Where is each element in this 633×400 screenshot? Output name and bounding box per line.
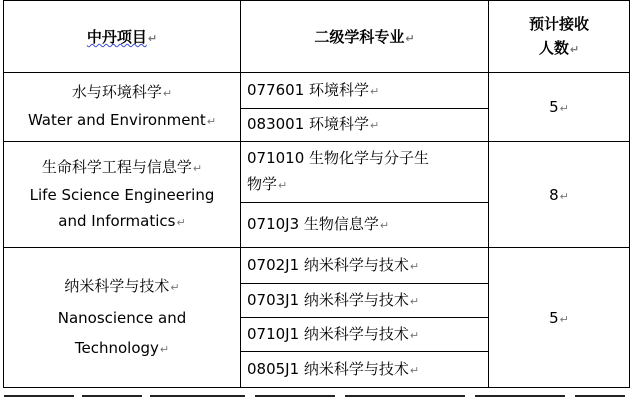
paragraph-mark-icon: ↵ <box>170 280 180 294</box>
header-enroll <box>489 1 630 73</box>
paragraph-mark-icon: ↵ <box>176 215 186 229</box>
paragraph-mark-icon: ↵ <box>192 161 203 175</box>
specialty-text: 071010 生物化学与分子生 <box>247 149 430 167</box>
specialty-text: 0703J1 纳米科学与技术 <box>247 290 409 309</box>
specialty-text: 077601 环境科学 <box>247 80 370 99</box>
table-row <box>4 73 630 109</box>
paragraph-mark-icon: ↵ <box>370 84 380 98</box>
specialty-text: 083001 环境科学 <box>247 115 370 133</box>
specialty-cell <box>241 203 489 248</box>
paragraph-mark-icon: ↵ <box>409 294 420 308</box>
specialty-cell <box>241 248 489 284</box>
paragraph-mark-icon: ↵ <box>409 259 420 273</box>
paragraph-mark-icon: ↵ <box>409 328 420 342</box>
specialty-text: 0710J3 生物信息学 <box>247 215 379 233</box>
count-cell <box>489 248 630 388</box>
project-cell-nano <box>4 248 241 388</box>
count-value: 5 <box>549 308 559 327</box>
paragraph-mark-icon: ↵ <box>405 32 415 45</box>
count-value: 8 <box>549 185 559 204</box>
project-cn: 水与环境科学 <box>71 83 162 101</box>
paragraph-mark-icon: ↵ <box>559 312 569 326</box>
project-cn: 生命科学工程与信息学 <box>41 157 192 176</box>
specialty-cell <box>241 318 489 352</box>
paragraph-mark-icon: ↵ <box>559 102 569 115</box>
count-value: 5 <box>549 98 559 116</box>
cut-off-next-line <box>0 393 633 400</box>
header-subject-label: 二级学科专业 <box>314 28 405 46</box>
paragraph-mark-icon: ↵ <box>370 119 380 132</box>
project-cn: 纳米科学与技术 <box>64 276 170 295</box>
table-row <box>4 142 630 203</box>
paragraph-mark-icon: ↵ <box>409 363 420 377</box>
specialty-cell <box>241 73 489 109</box>
paragraph-mark-icon: ↵ <box>159 342 170 356</box>
project-cell-water <box>4 73 241 142</box>
project-en: Water and Environment <box>27 111 206 129</box>
program-table <box>3 0 630 388</box>
header-project <box>4 1 241 73</box>
paragraph-mark-icon: ↵ <box>379 219 390 232</box>
specialty-text: 0710J1 纳米科学与技术 <box>247 324 409 343</box>
project-cell-life-science <box>4 142 241 248</box>
specialty-cell <box>241 142 489 203</box>
header-project-label: 中丹项目 <box>86 28 147 46</box>
paragraph-mark-icon: ↵ <box>162 87 173 100</box>
project-en: and Informatics <box>58 211 176 230</box>
specialty-cell <box>241 284 489 318</box>
paragraph-mark-icon: ↵ <box>559 189 569 203</box>
table-header-row <box>4 1 630 73</box>
project-en: Life Science Engineering <box>29 185 215 204</box>
header-subject <box>241 1 489 73</box>
count-cell <box>489 73 630 142</box>
specialty-text: 物学 <box>247 175 278 193</box>
paragraph-mark-icon: ↵ <box>147 32 158 45</box>
project-en: Nanoscience and <box>57 308 187 327</box>
specialty-cell <box>241 352 489 388</box>
paragraph-mark-icon: ↵ <box>569 42 580 56</box>
header-enroll-line1: 预计接收 <box>528 14 589 33</box>
count-cell <box>489 142 630 248</box>
paragraph-mark-icon: ↵ <box>206 115 217 128</box>
specialty-text: 0702J1 纳米科学与技术 <box>247 255 409 274</box>
paragraph-mark-icon: ↵ <box>278 179 288 192</box>
project-en: Technology <box>74 338 159 357</box>
header-enroll-line2: 人数 <box>538 38 569 57</box>
specialty-cell <box>241 109 489 142</box>
specialty-text: 0805J1 纳米科学与技术 <box>247 359 409 378</box>
table-row <box>4 248 630 284</box>
